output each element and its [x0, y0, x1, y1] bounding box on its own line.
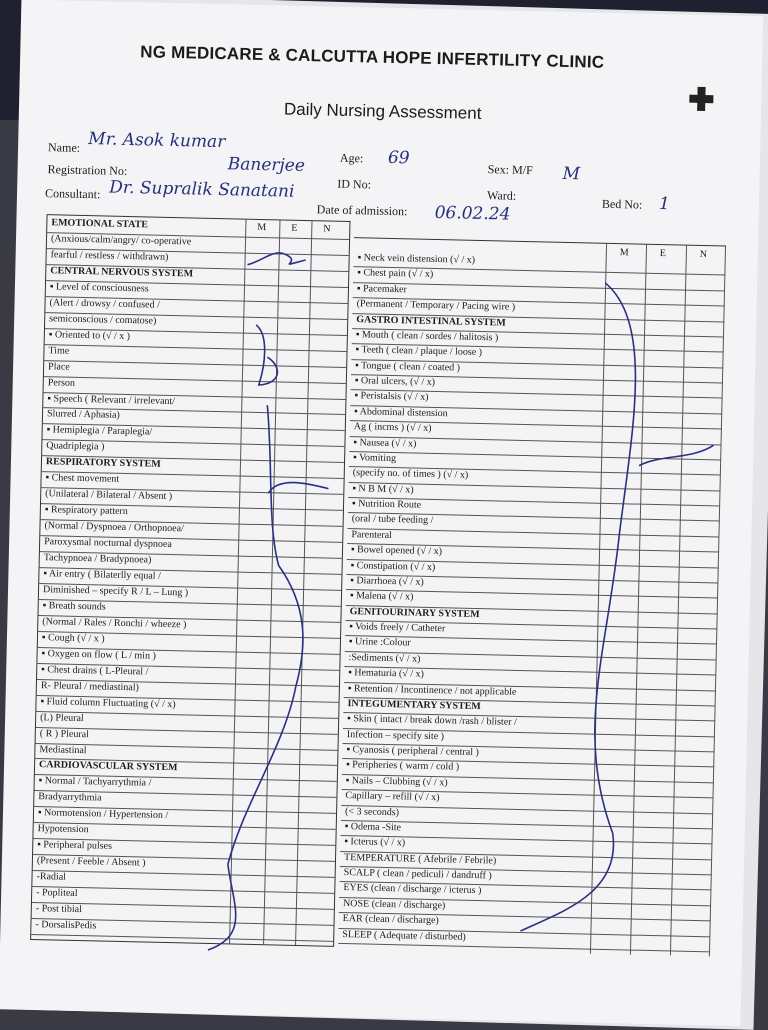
assessment-row-label: Diminished – specify R / L – Lung ) — [42, 584, 189, 599]
assessment-row-label: Paroxysmal nocturnal dyspnoea — [44, 536, 172, 551]
assessment-row-label: -Radial — [36, 871, 67, 883]
col-n-header: N — [323, 223, 331, 235]
form-title: Daily Nursing Assessment — [283, 99, 482, 123]
assessment-row-label: ▪ Respiratory pattern — [44, 504, 128, 518]
assessment-row-label: (oral / tube feeding / — [351, 513, 434, 527]
assessment-row-label: ▪ Peripheries ( warm / cold ) — [346, 759, 460, 774]
assessment-row-label: (Normal / Rales / Ronchi / wheeze ) — [42, 616, 187, 631]
assessment-row-label: ▪ Oxygen on flow ( L / min ) — [41, 647, 156, 662]
assessment-row-label: Mediastinal — [39, 743, 87, 756]
assessment-row-label: EYES (clean / discharge / icterus ) — [343, 882, 482, 897]
assessment-row-label: ▪ Pacemaker — [356, 282, 408, 296]
assessment-row-label: ▪ Speech ( Relevant / irrelevant/ — [47, 392, 176, 407]
assessment-row-label: Capillary – refill (√ / x) — [345, 790, 440, 804]
assessment-row-label: (Anxious/calm/angry/ co-operative — [50, 233, 192, 248]
age-label: Age: — [339, 150, 364, 166]
assessment-row-label: ▪ Bowel opened (√ / x) — [350, 544, 443, 558]
assessment-row-label: ▪ Cough (√ / x ) — [41, 631, 105, 645]
assessment-row-label: ▪ Teeth ( clean / plaque / loose ) — [355, 344, 483, 359]
right-col-m-header: M — [619, 247, 629, 259]
assessment-row-label: ▪ Voids freely / Catheter — [349, 621, 446, 635]
assessment-row-label: (specify no. of times ) (√ / x) — [352, 467, 469, 482]
assessment-row-label: EMOTIONAL STATE — [51, 217, 149, 231]
assessment-row-label: Person — [47, 376, 76, 389]
assessment-row-label: SLEEP ( Adequate / disturbed) — [342, 928, 466, 943]
assessment-row-label: Ag ( incms ) (√ / x) — [353, 421, 432, 435]
assessment-row-label: ▪ Chest pain (√ / x) — [357, 267, 434, 281]
age-value[interactable]: 69 — [387, 147, 410, 169]
clinic-name: NG MEDICARE & CALCUTTA HOPE INFERTILITY CLINIC — [140, 42, 605, 72]
sex-value[interactable]: M — [562, 163, 581, 185]
name-value-surname[interactable]: Banerjee — [227, 154, 306, 176]
assessment-row-label: Tachypnoea / Bradypnoea) — [43, 552, 152, 566]
assessment-row-label: ▪ Normal / Tachyarrythmia / — [38, 775, 152, 790]
sex-label: Sex: M/F — [487, 162, 533, 178]
name-label: Name: — [47, 140, 81, 155]
assessment-row-label: Bradyarrythmia — [38, 791, 102, 804]
assessment-row-label: NOSE (clean / discharge) — [342, 897, 446, 912]
assessment-row-label: R- Pleural / mediastinal) — [40, 679, 140, 694]
assessment-row-label: EAR (clean / discharge) — [342, 913, 439, 927]
assessment-row-label: ▪ Peripheral pulses — [37, 839, 113, 853]
ward-label: Ward: — [486, 188, 517, 203]
right-col-e-header: E — [659, 248, 667, 260]
assessment-row-label: :Sediments (√ / x) — [348, 651, 421, 665]
assessment-row-label: INTEGUMENTARY SYSTEM — [347, 698, 481, 713]
assessment-row-label: (Alert / drowsy / confused / — [49, 296, 160, 311]
admission-label: Date of admission: — [316, 202, 408, 219]
col-m-header: M — [257, 221, 267, 234]
assessment-row-label: ▪ Fluid column Fluctuating (√ / x) — [40, 695, 176, 710]
assessment-row-label: ▪ Constipation (√ / x) — [350, 559, 436, 573]
assessment-row-label: ▪ Chest movement — [45, 472, 120, 486]
assessment-row-label: ▪ Abdominal distension — [354, 405, 448, 420]
right-col-n-header: N — [699, 248, 708, 261]
assessment-row-label: fearful / restless / withdrawn) — [50, 249, 169, 263]
assessment-row-label: ( R ) Pleural — [39, 727, 90, 740]
assessment-row-label: ▪ Nutrition Route — [351, 498, 422, 511]
assessment-row-label: ▪ Nails – Clubbing (√ / x) — [345, 774, 448, 789]
assessment-row-label: ▪ Cyanosis ( peripheral / central ) — [346, 744, 479, 759]
assessment-row-label: (L) Pleural — [40, 711, 84, 724]
assessment-row-label: Hypotension — [37, 823, 89, 836]
assessment-row-label: ▪ Icterus (√ / x) — [344, 836, 406, 849]
assessment-row-label: (Unilateral / Bilateral / Absent ) — [45, 488, 173, 503]
assessment-row-label: ▪ Air entry ( Bilaterlly equal / — [43, 568, 161, 582]
assessment-row-label: RESPIRATORY SYSTEM — [45, 456, 161, 471]
assessment-row-label: - Post tibial — [35, 903, 83, 916]
assessment-row-label: ▪ Normotension / Hypertension / — [37, 807, 169, 822]
registration-label: Registration No: — [47, 162, 128, 178]
assessment-row-label: - Popliteal — [36, 887, 78, 900]
assessment-row-label: ▪ Neck vein distension (√ / x) — [357, 252, 476, 266]
assessment-row-label: ▪ Vomiting — [353, 452, 397, 465]
assessment-row-label: CENTRAL NERVOUS SYSTEM — [50, 265, 194, 280]
assessment-row-label: Place — [48, 360, 70, 373]
assessment-row-label: semiconscious / comatose) — [49, 312, 157, 327]
assessment-row-label: ▪ Nausea (√ / x) — [353, 436, 417, 450]
consultant-value[interactable]: Dr. Supralik Sanatani — [108, 177, 295, 202]
name-value[interactable]: Mr. Asok kumar — [88, 129, 226, 153]
assessment-row-label: ▪ Hemiplegia / Paraplegia/ — [46, 424, 153, 439]
col-e-header: E — [291, 222, 298, 234]
assessment-row-label: - DorsalisPedis — [35, 919, 97, 932]
assessment-row-label: (Normal / Dyspnoea / Orthopnoea/ — [44, 520, 185, 535]
assessment-row-label: (Present / Feeble / Absent ) — [36, 855, 146, 869]
assessment-row-label: ▪ Odema -Site — [344, 821, 402, 834]
assessment-row-label: ▪ Breath sounds — [42, 600, 106, 613]
assessment-row-label: TEMPERATURE ( Afebrile / Febrile) — [343, 851, 497, 867]
bed-value[interactable]: 1 — [658, 194, 671, 215]
assessment-row-label: ▪ Mouth ( clean / sordes / halitosis ) — [355, 329, 499, 344]
assessment-row-label: Infection – specify site ) — [346, 728, 445, 742]
assessment-row-label: CARDIOVASCULAR SYSTEM — [38, 759, 178, 774]
assessment-row-label: ▪ N B M (√ / x) — [352, 482, 414, 496]
assessment-row-label: Time — [48, 344, 70, 357]
assessment-row-label: Quadriplegia ) — [46, 440, 105, 453]
admission-value[interactable]: 06.02.24 — [434, 202, 511, 225]
assessment-row-label: ▪ Peristalsis (√ / x) — [354, 390, 429, 404]
assessment-row-label: ▪ Oriented to (√ / x ) — [48, 328, 131, 342]
assessment-row-label: ▪ Oral ulcers, (√ / x) — [354, 375, 436, 389]
assessment-row-label: ▪ Urine :Colour — [348, 636, 411, 649]
assessment-row-label: ▪ Hematuria (√ / x) — [348, 667, 425, 680]
assessment-row-label: (Permanent / Temporary / Pacing wire ) — [356, 298, 516, 313]
assessment-row-label: ▪ Chest drains ( L-Pleural / — [41, 663, 149, 678]
assessment-row-label: ▪ Diarrhoea (√ / x) — [350, 575, 424, 588]
assessment-row-label: ▪ Tongue ( clean / coated ) — [355, 359, 461, 374]
assessment-row-label: ▪ Malena (√ / x) — [349, 590, 414, 603]
id-label: ID No: — [337, 176, 372, 192]
assessment-row-label: Parenteral — [351, 528, 393, 541]
assessment-row-label: SCALP ( clean / pediculi / dandruff ) — [343, 867, 492, 882]
assessment-row-label: Slurred / Aphasia) — [46, 408, 120, 422]
bed-label: Bed No: — [601, 196, 643, 212]
assessment-row-label: GENITOURINARY SYSTEM — [349, 605, 480, 620]
assessment-row-label: ▪ Level of consciousness — [49, 281, 149, 295]
assessment-row-label: (< 3 seconds) — [344, 805, 400, 818]
assessment-row-label: ▪ Skin ( intact / break down /rash / blister / — [347, 713, 517, 729]
consultant-label: Consultant: — [44, 186, 101, 202]
assessment-row-label: ▪ Retention / Incontinence / not applicable — [347, 682, 517, 698]
assessment-row-label: GASTRO INTESTINAL SYSTEM — [356, 313, 506, 329]
